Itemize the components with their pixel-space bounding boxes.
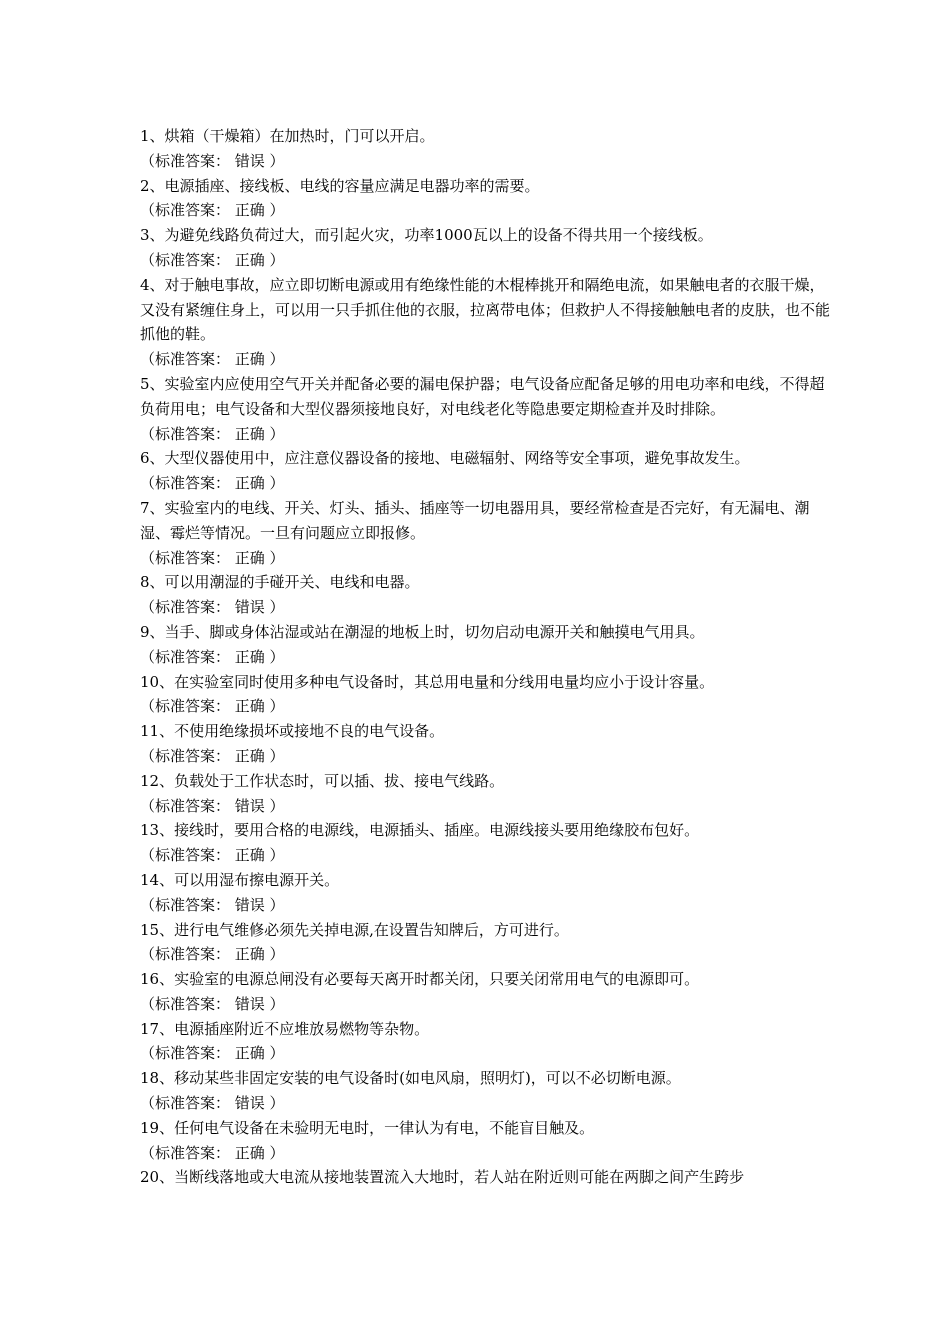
question-item: [140, 570, 830, 620]
question-answer: （标准答案： 正确 ）: [140, 746, 285, 765]
question-answer: （标准答案： 正确 ）: [140, 697, 285, 716]
question-answer: （标准答案： 正确 ）: [140, 424, 285, 443]
question-item: [140, 1066, 830, 1116]
question-list: [140, 124, 830, 1190]
question-text: 13、接线时，要用合格的电源线，电源插头、插座。电源线接头要用绝缘胶布包好。: [140, 821, 700, 840]
question-answer: （标准答案： 错误 ）: [140, 796, 285, 815]
question-item: [140, 223, 830, 273]
question-answer: （标准答案： 错误 ）: [140, 895, 285, 914]
question-answer: （标准答案： 正确 ）: [140, 548, 285, 567]
question-answer: （标准答案： 正确 ）: [140, 250, 285, 269]
question-text: 11、不使用绝缘损坏或接地不良的电气设备。: [140, 722, 445, 741]
question-answer: （标准答案： 正确 ）: [140, 201, 285, 220]
question-item: [140, 818, 830, 868]
question-item: [140, 670, 830, 720]
question-text: 6、大型仪器使用中，应注意仪器设备的接地、电磁辐射、网络等安全事项，避免事故发生。: [140, 449, 750, 468]
question-text: 14、可以用湿布擦电源开关。: [140, 870, 340, 889]
question-answer: （标准答案： 错误 ）: [140, 151, 285, 170]
question-answer: （标准答案： 正确 ）: [140, 1044, 285, 1063]
question-text: 15、进行电气维修必须先关掉电源,在设置告知牌后，方可进行。: [140, 920, 569, 939]
question-text: 18、移动某些非固定安装的电气设备时(如电风扇，照明灯)，可以不必切断电源。: [140, 1069, 681, 1088]
question-answer: （标准答案： 正确 ）: [140, 350, 285, 369]
question-item: [140, 719, 830, 769]
question-item: [140, 918, 830, 968]
question-answer: （标准答案： 错误 ）: [140, 1094, 285, 1113]
question-item: [140, 620, 830, 670]
question-answer: （标准答案： 错误 ）: [140, 994, 285, 1013]
question-answer: （标准答案： 正确 ）: [140, 1143, 285, 1162]
question-text: 4、对于触电事故，应立即切断电源或用有绝缘性能的木棍棒挑开和隔绝电流，如果触电者的衣服干燥，又没有紧缠住身上，可以用一只手抓住他的衣服，拉离带电体；但救护人不得接触触电者的皮肤，也不能抓他的鞋。: [140, 275, 831, 344]
question-item: [140, 1165, 830, 1190]
question-item: [140, 1017, 830, 1067]
question-text: 12、负载处于工作状态时，可以插、拔、接电气线路。: [140, 771, 505, 790]
question-item: [140, 446, 830, 496]
question-answer: （标准答案： 正确 ）: [140, 647, 285, 666]
question-answer: （标准答案： 正确 ）: [140, 846, 285, 865]
question-item: [140, 868, 830, 918]
question-text: 10、在实验室同时使用多种电气设备时，其总用电量和分线用电量均应小于设计容量。: [140, 672, 715, 691]
question-item: [140, 273, 830, 372]
question-item: [140, 769, 830, 819]
question-text: 9、当手、脚或身体沾湿或站在潮湿的地板上时，切勿启动电源开关和触摸电气用具。: [140, 622, 705, 641]
question-answer: （标准答案： 正确 ）: [140, 945, 285, 964]
question-text: 17、电源插座附近不应堆放易燃物等杂物。: [140, 1019, 430, 1038]
question-item: [140, 1116, 830, 1166]
question-text: 3、为避免线路负荷过大，而引起火灾，功率1000瓦以上的设备不得共用一个接线板。: [140, 226, 713, 245]
question-text: 19、任何电气设备在未验明无电时，一律认为有电，不能盲目触及。: [140, 1118, 595, 1137]
question-text: 2、电源插座、接线板、电线的容量应满足电器功率的需要。: [140, 176, 540, 195]
question-item: [140, 174, 830, 224]
question-text: 20、当断线落地或大电流从接地装置流入大地时，若人站在附近则可能在两脚之间产生跨步: [140, 1168, 745, 1187]
question-text: 7、实验室内的电线、开关、灯头、插头、插座等一切电器用具，要经常检查是否完好，有无漏电、潮湿、霉烂等情况。一旦有问题应立即报修。: [140, 498, 810, 542]
question-answer: （标准答案： 错误 ）: [140, 598, 285, 617]
question-text: 1、烘箱（干燥箱）在加热时，门可以开启。: [140, 127, 435, 145]
question-answer: （标准答案： 正确 ）: [140, 474, 285, 493]
question-item: [140, 967, 830, 1017]
question-text: 5、实验室内应使用空气开关并配备必要的漏电保护器；电气设备应配备足够的用电功率和电线，不得超负荷用电；电气设备和大型仪器须接地良好，对电线老化等隐患要定期检查并及时排除。: [140, 374, 825, 418]
question-text: 16、实验室的电源总闸没有必要每天离开时都关闭，只要关闭常用电气的电源即可。: [140, 970, 700, 989]
question-item: [140, 124, 830, 174]
question-item: [140, 496, 830, 570]
question-text: 8、可以用潮湿的手碰开关、电线和电器。: [140, 573, 420, 592]
question-item: [140, 372, 830, 446]
